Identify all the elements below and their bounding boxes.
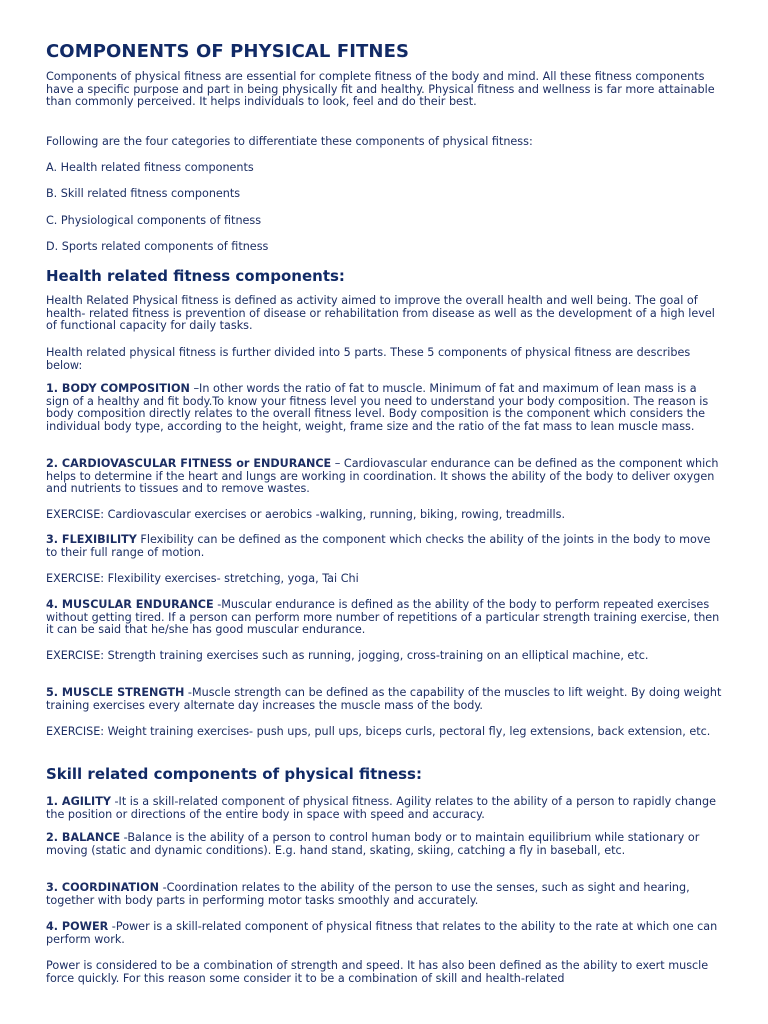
- document-title: COMPONENTS OF PHYSICAL FITNES: [46, 41, 410, 62]
- skill-section-heading: Skill related components of physical fitness:: [46, 765, 422, 783]
- category-item: B. Skill related fitness components: [46, 187, 241, 200]
- item-label: 4. POWER: [46, 920, 109, 933]
- item-text: -Muscular endurance is defined as the ability of the body to perform repeated exercises without getting tired. If a person can perform more number of repetitions of a particular strength training exercise, then it can be said that he/she has good muscular endurance.: [46, 598, 720, 637]
- exercise-note: EXERCISE: Cardiovascular exercises or aerobics -walking, running, biking, rowing, treadmills.: [46, 508, 566, 521]
- exercise-note: EXERCISE: Weight training exercises- push ups, pull ups, biceps curls, pectoral fly, leg extensions, back extension, etc.: [46, 725, 711, 738]
- item-label: 3. COORDINATION: [46, 881, 160, 894]
- item-text: -Muscle strength can be defined as the capability of the muscles to lift weight. By doing weight training exercises every alternate day increases the muscle mass of the body.: [46, 686, 722, 712]
- item-label: 2. BALANCE: [46, 831, 121, 844]
- item-text: – Cardiovascular endurance can be defined as the component which helps to determine if the heart and lungs are working in coordination. It shows the ability of the body to deliver oxygen and nutrients to tissues and to remove wastes.: [46, 457, 719, 496]
- item-text: -Coordination relates to the ability of the person to use the senses, such as sight and hearing, together with body parts in performing motor tasks smoothly and accurately.: [46, 881, 690, 907]
- skill-item-balance: [46, 832, 722, 857]
- health-item-muscle-strength: [46, 687, 722, 712]
- health-item-muscular-endurance: [46, 599, 722, 637]
- exercise-note: EXERCISE: Flexibility exercises- stretching, yoga, Tai Chi: [46, 572, 359, 585]
- item-text: -It is a skill-related component of physical fitness. Agility relates to the ability of a person to rapidly change the position or directions of the entire body in space with speed and accuracy.: [46, 795, 716, 821]
- item-text: -Balance is the ability of a person to control human body or to maintain equilibrium while stationary or moving (static and dynamic conditions). E.g. hand stand, skating, skiing, catching a fly in baseball, etc.: [46, 831, 700, 857]
- intro-paragraph: Components of physical fitness are essential for complete fitness of the body and mind. All these fitness components have a specific purpose and part in being physically fit and healthy. Physical fitness and wellness is far more attainable than commonly perceived. It helps individuals to look, feel and do their best.: [46, 70, 715, 109]
- power-continuation: Power is considered to be a combination of strength and speed. It has also been defined as the ability to exert muscle force quickly. For this reason some consider it to be a combination of skill and health-related: [46, 959, 709, 985]
- health-paragraph-1: Health Related Physical fitness is defined as activity aimed to improve the overall health and well being. The goal of health- related fitness is prevention of disease or rehabilitation from disease as well as the development of a high level of functional capacity for daily tasks.: [46, 294, 715, 333]
- item-text: –In other words the ratio of fat to muscle. Minimum of fat and maximum of lean mass is a sign of a healthy and fit body.To know your fitness level you need to understand your body composition. The reason is body composition directly relates to the overall fitness level. Body composition is the component which considers the individual body type, according to the height, weight, frame size and the ratio of the fat mass to lean muscle mass.: [46, 382, 709, 433]
- category-item: D. Sports related components of fitness: [46, 240, 269, 253]
- health-item-cardiovascular: [46, 458, 722, 496]
- item-text: Flexibility can be defined as the component which checks the ability of the joints in the body to move to their full range of motion.: [46, 533, 711, 559]
- item-label: 2. CARDIOVASCULAR FITNESS or ENDURANCE: [46, 457, 332, 470]
- health-section-heading: Health related fitness components:: [46, 267, 345, 285]
- item-label: 4. MUSCULAR ENDURANCE: [46, 598, 214, 611]
- item-label: 1. BODY COMPOSITION: [46, 382, 190, 395]
- item-label: 3. FLEXIBILITY: [46, 533, 137, 546]
- category-item: A. Health related fitness components: [46, 161, 254, 174]
- health-item-body-composition: [46, 383, 722, 433]
- item-label: 5. MUSCLE STRENGTH: [46, 686, 185, 699]
- skill-item-coordination: [46, 882, 722, 907]
- item-text: -Power is a skill-related component of physical fitness that relates to the ability to the rate at which one can perform work.: [46, 920, 718, 946]
- category-item: C. Physiological components of fitness: [46, 214, 262, 227]
- item-label: 1. AGILITY: [46, 795, 111, 808]
- exercise-note: EXERCISE: Strength training exercises such as running, jogging, cross-training on an elliptical machine, etc.: [46, 649, 649, 662]
- health-paragraph-2: Health related physical fitness is further divided into 5 parts. These 5 components of physical fitness are describes below:: [46, 346, 691, 372]
- health-item-flexibility: [46, 534, 722, 559]
- skill-item-agility: [46, 796, 722, 821]
- categories-intro: Following are the four categories to differentiate these components of physical fitness:: [46, 135, 533, 148]
- skill-item-power: [46, 921, 722, 946]
